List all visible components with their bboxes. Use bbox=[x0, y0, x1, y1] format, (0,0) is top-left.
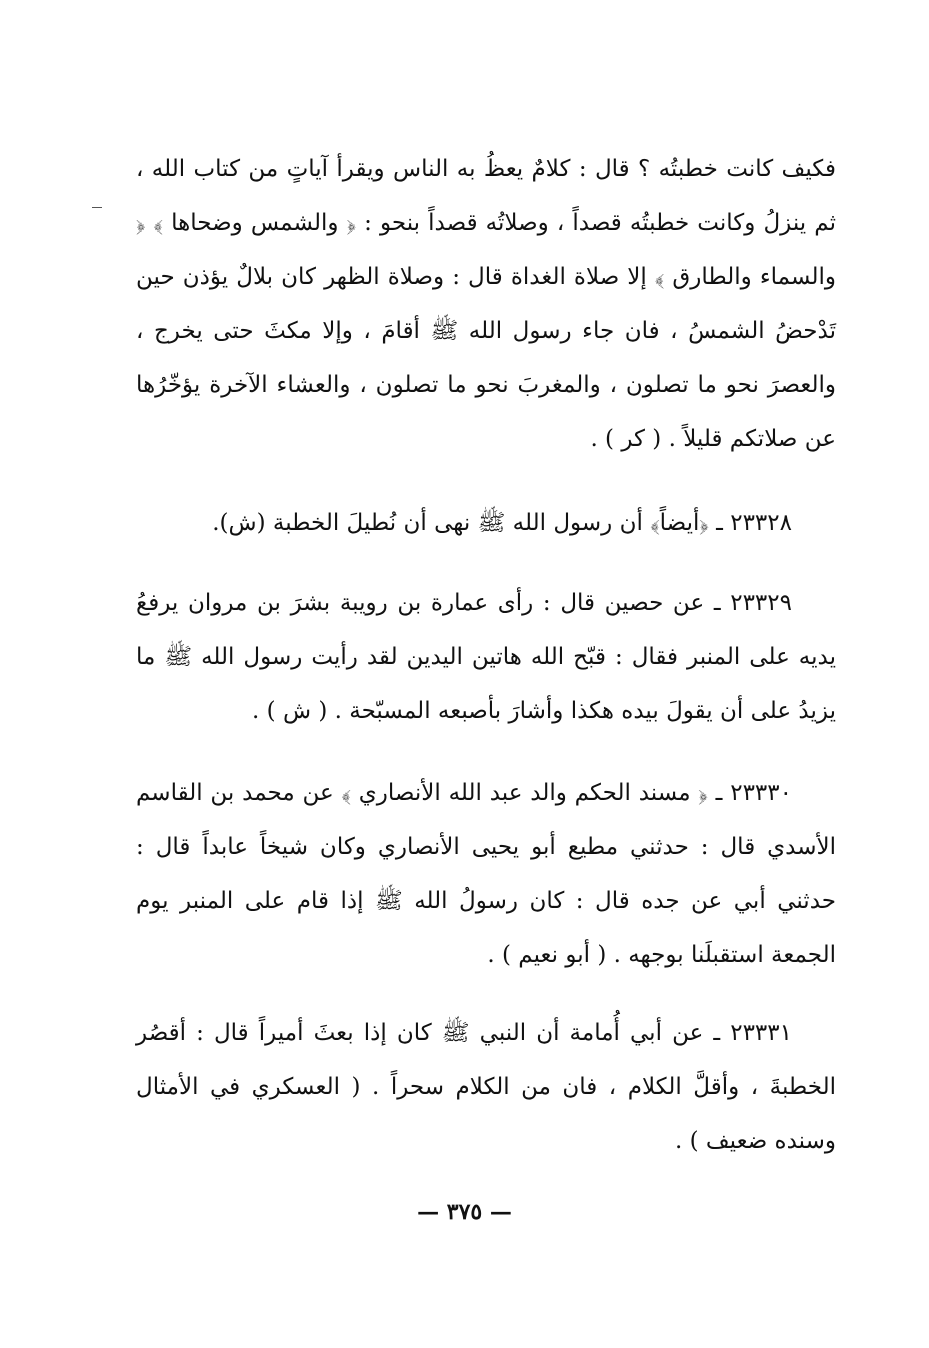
page-number: — ٣٧٥ — bbox=[417, 1199, 512, 1225]
paragraph-continuation bbox=[136, 142, 836, 466]
scan-mark bbox=[92, 207, 102, 208]
paragraph-text: ٢٣٣٣٠ ـ ﴿ مسند الحكم والد عبد الله الأنصاري ﴾ عن محمد بن القاسم الأسدي قال : حدثني مطيع أبو يحيى الأنصاري وكان شيخاً عابداً قال : حدثني أبي عن جده قال : كان رسولُ الله ﷺ إذا قام على المنبر يوم الجمعة استقبلَنا بوجهه . ( أبو نعيم ) . bbox=[136, 780, 836, 968]
paragraph-text: ٢٣٣٣١ ـ عن أبي أُمامة أن النبي ﷺ كان إذا بعثَ أميراً قال : أقصُر الخطبةَ ، وأقلَّ الكلام ، فان من الكلام سحراً . ( العسكري في الأمثال وسنده ضعيف ) . bbox=[136, 1020, 836, 1154]
hadith-23328 bbox=[136, 496, 836, 550]
hadith-23331 bbox=[136, 1006, 836, 1168]
hadith-23329 bbox=[136, 576, 836, 738]
hadith-23330 bbox=[136, 766, 836, 982]
paragraph-text: ٢٣٣٢٨ ـ ﴿أيضاً﴾ أن رسول الله ﷺ نهى أن نُطيلَ الخطبة (ش). bbox=[212, 510, 792, 536]
paragraph-text: ٢٣٣٢٩ ـ عن حصين قال : رأى عمارة بن رويبة بشرَ بن مروان يرفعُ يديه على المنبر فقال : قبّح الله هاتين اليدين لقد رأيت رسول الله ﷺ ما يزيدُ على أن يقولَ بيده هكذا وأشارَ بأصبعه المسبّحة . ( ش ) . bbox=[136, 590, 836, 724]
paragraph-text: فكيف كانت خطبتُه ؟ قال : كلامٌ يعظُ به الناس ويقرأ آياتٍ من كتاب الله ، ثم ينزلُ وكانت خطبتُه قصداً ، وصلاتُه قصداً بنحو : ﴿ والشمس وضحاها ﴾ ﴿ والسماء والطارق ﴾ إلا صلاة الغداة قال : وصلاة الظهر كان بلالٌ يؤذن حين تَدْحضُ الشمسُ ، فان جاء رسول الله ﷺ أقامَ ، وإلا مكثَ حتى يخرج ، والعصرَ نحو ما تصلون ، والمغربَ نحو ما تصلون ، والعشاء الآخرة يؤخّرُها عن صلاتكم قليلاً . ( كر ) . bbox=[136, 156, 836, 452]
